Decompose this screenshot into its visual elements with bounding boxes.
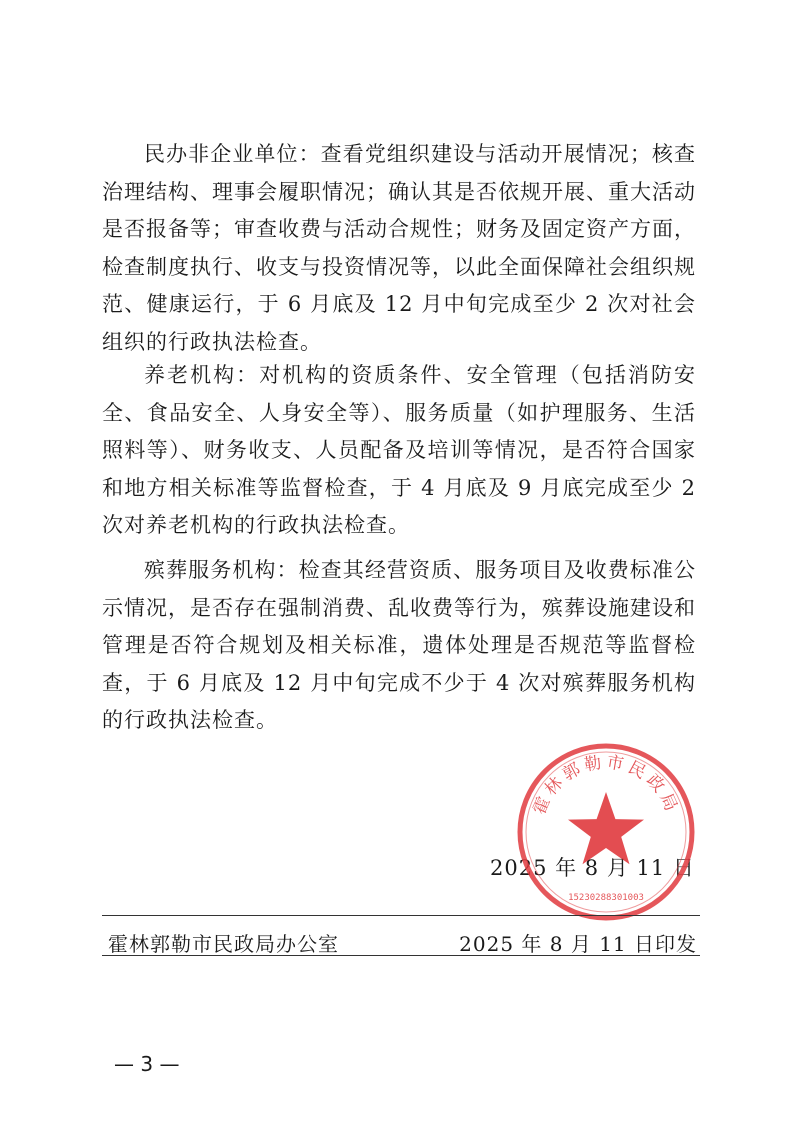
paragraph-elderly-care: 养老机构：对机构的资质条件、安全管理（包括消防安全、食品安全、人身安全等）、服务质量（如护理服务、生活照料等）、财务收支、人员配备及培训等情况，是否符合国家和地方相关标准等监督检查，于 4 月底及 9 月底完成至少 2 次对养老机构的行政执法检查。	[102, 363, 696, 537]
footer-issue-date: 2025 年 8 月 11 日印发	[459, 932, 697, 956]
footer-issuer: 霍林郭勒市民政局办公室	[108, 932, 339, 956]
page-number: — 3 —	[114, 1052, 180, 1076]
footer-rule-top	[102, 915, 700, 916]
signature-date: 2025 年 8 月 11 日	[490, 856, 695, 880]
seal-code: 15230288301003	[568, 893, 644, 903]
paragraph-funeral-service: 殡葬服务机构：检查其经营资质、服务项目及收费标准公示情况，是否存在强制消费、乱收费等行为，殡葬设施建设和管理是否符合规划及相关标准，遗体处理是否规范等监督检查，于 6 月底及 12 月中旬完成不少于 4 次对殡葬服务机构的行政执法检查。	[102, 558, 696, 732]
seal-text: 霍林郭勒市民政局	[529, 752, 683, 818]
official-seal-icon	[514, 740, 698, 924]
paragraph-private-nonenterprise: 民办非企业单位：查看党组织建设与活动开展情况；核查治理结构、理事会履职情况；确认其是否依规开展、重大活动是否报备等；审查收费与活动合规性；财务及固定资产方面，检查制度执行、收支与投资情况等，以此全面保障社会组织规范、健康运行，于 6 月底及 12 月中旬完成至少 2 次对社会组织的行政执法检查。	[102, 142, 696, 354]
footer-rule-bottom	[102, 955, 700, 956]
